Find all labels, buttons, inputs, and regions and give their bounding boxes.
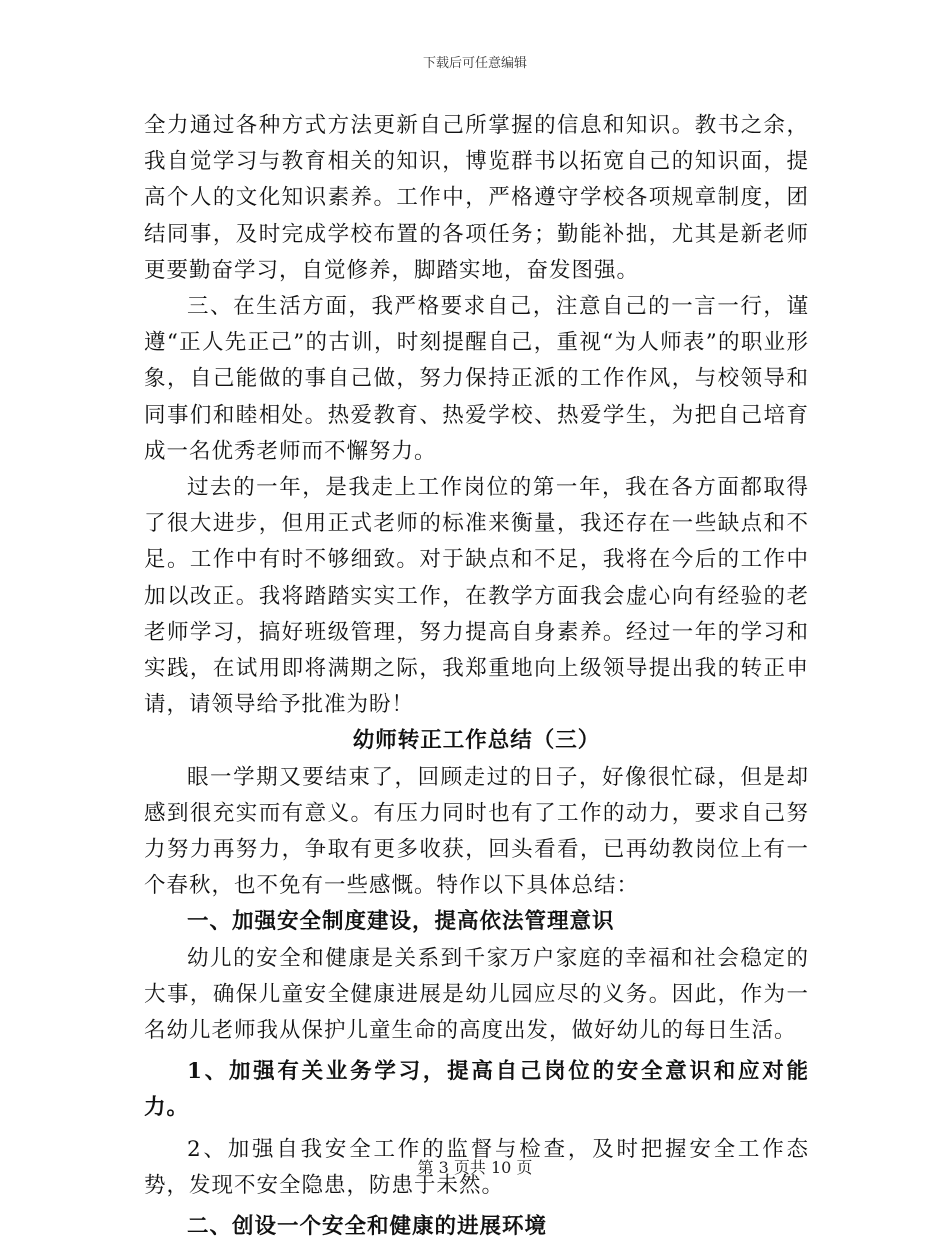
item-2-supervision: 2、加强自我安全工作的监督与检查，及时把握安全工作态势，发现不安全隐患，防患于未然。 <box>144 1136 809 1198</box>
paragraph-continuation: 全力通过各种方式方法更新自己所掌握的信息和知识。教书之余，我自觉学习与教育相关的知识，博览群书以拓宽自己的知识面，提高个人的文化知识素养。工作中，严格遵守学校各项规章制度，团结同事，及时完成学校布置的各项任务；勤能补拙，尤其是新老师更要勤奋学习，自觉修养，脚踏实地，奋发图强。 <box>144 113 809 283</box>
heading-safety-system: 一、加强安全制度建设，提高依法管理意识 <box>187 909 615 935</box>
paragraph-life-aspect: 三、在生活方面，我严格要求自己，注意自己的一言一行，谨遵“正人先正己”的古训，时刻提醒自己，重视“为人师表”的职业形象，自己能做的事自己做，努力保持正派的工作作风，与校领导和同事们和睦相处。热爱教育、热爱学校、热爱学生，为把自己培育成一名优秀老师而不懈努力。 <box>144 294 809 464</box>
heading-environment: 二、创设一个安全和健康的进展环境 <box>187 1214 548 1240</box>
paragraph-safety-health: 幼儿的安全和健康是关系到千家万户家庭的幸福和社会稳定的大事，确保儿童安全健康进展是幼儿园应尽的义务。因此，作为一名幼儿老师我从保护儿童生命的高度出发，做好幼儿的每日生活。 <box>144 945 809 1044</box>
paragraph-past-year: 过去的一年，是我走上工作岗位的第一年，我在各方面都取得了很大进步，但用正式老师的标准来衡量，我还存在一些缺点和不足。工作中有时不够细致。对于缺点和不足，我将在今后的工作中加以改正。我将踏踏实实工作，在教学方面我会虚心向有经验的老老师学习，搞好班级管理，努力提高自身素养。经过一年的学习和实践，在试用即将满期之际，我郑重地向上级领导提出我的转正申请，请领导给予批准为盼！ <box>144 475 809 718</box>
page-header: 下载后可任意编辑 <box>422 56 527 71</box>
item-1-study: 1、加强有关业务学习，提高自己岗位的安全意识和应对能力。 <box>144 1059 809 1121</box>
paragraph-intro: 眼一学期又要结束了，回顾走过的日子，好像很忙碌，但是却感到很充实而有意义。有压力同时也有了工作的动力，要求自己努力努力再努力，争取有更多收获，回头看看，已再幼教岗位上有一个春秋，也不免有一些感慨。特作以下具体总结： <box>144 764 809 899</box>
page-footer: 第 3 页共 10 页 <box>417 1158 533 1177</box>
section-title: 幼师转正工作总结（三） <box>352 728 601 754</box>
document-body <box>144 108 809 1245</box>
